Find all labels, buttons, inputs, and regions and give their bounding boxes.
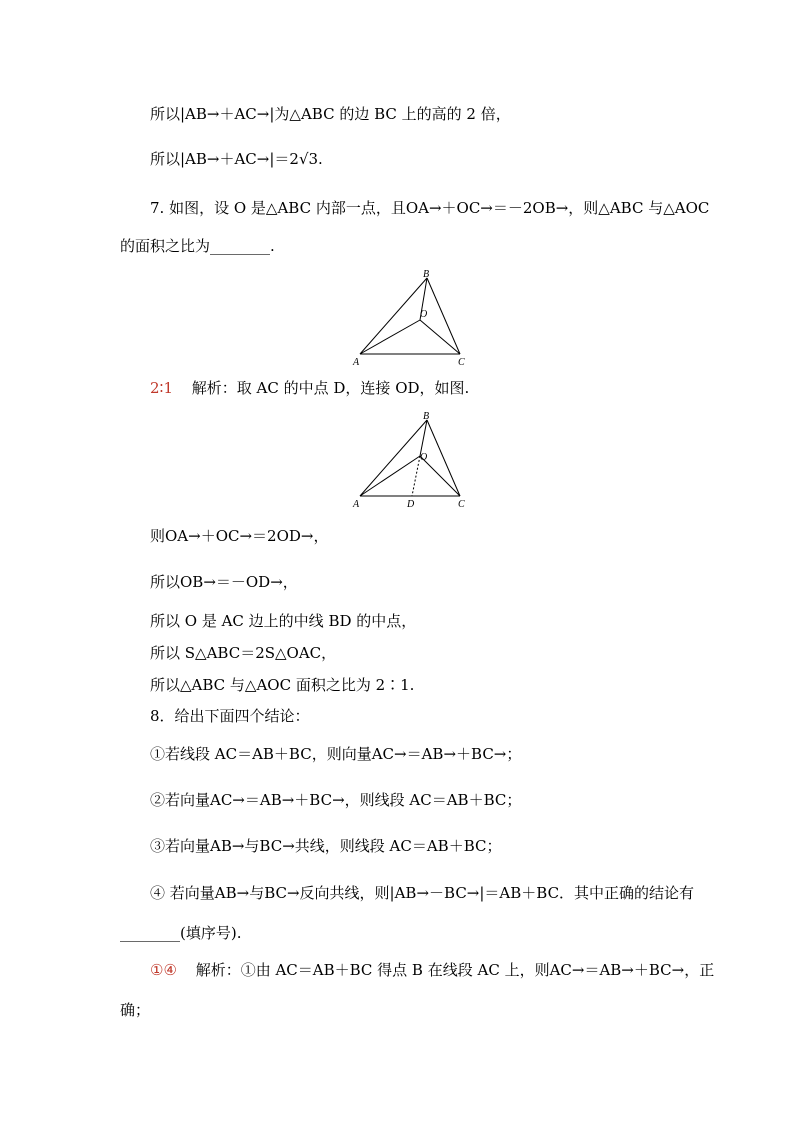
label-b: B	[423, 411, 430, 422]
text-line: 确；	[120, 1001, 151, 1019]
label-a: A	[353, 357, 360, 368]
statement-1: ①若线段 AC＝AB＋BC，则向量AC→＝AB→＋BC→；	[150, 745, 522, 763]
statement-2: ②若向量AC→＝AB→＋BC→，则线段 AC＝AB＋BC；	[150, 791, 522, 809]
edge-oc	[420, 320, 460, 354]
answer-line-8	[150, 960, 714, 980]
edge-ob	[420, 420, 427, 456]
question-8: 8．给出下面四个结论：	[150, 707, 310, 725]
edge-bc	[427, 420, 460, 496]
question-7: 7. 如图，设 O 是△ABC 内部一点，且OA→＋OC→＝－2OB→，则△ABC 与△AOC	[150, 199, 710, 217]
text-line: 所以|AB→＋AC→|为△ABC 的边 BC 上的高的 2 倍，	[150, 105, 511, 123]
explanation-7: 解析：取 AC 的中点 D，连接 OD，如图.	[191, 379, 470, 397]
answer-line-7	[150, 378, 469, 398]
text-line: 所以 O 是 AC 边上的中线 BD 的中点，	[150, 612, 417, 630]
label-c: C	[458, 357, 465, 368]
statement-4: ④ 若向量AB→与BC→反向共线，则|AB→－BC→|＝AB＋BC．其中正确的结论有	[150, 884, 695, 902]
question-7-blank: 的面积之比为________.	[120, 237, 275, 255]
text-line: 则OA→＋OC→＝2OD→，	[150, 527, 329, 545]
text-line: 所以 S△ABC＝2S△OAC，	[150, 644, 337, 662]
label-o: O	[420, 309, 428, 320]
label-o: O	[420, 452, 428, 463]
answer-8: ①④	[150, 961, 177, 979]
answer-7: 2∶1	[150, 379, 173, 397]
label-d: D	[407, 499, 415, 510]
triangle-figure-1	[350, 268, 470, 370]
question-8-blank: ________(填序号).	[120, 924, 242, 942]
edge-bc	[427, 278, 460, 354]
label-a: A	[353, 499, 360, 510]
text-line: 所以OB→＝－OD→，	[150, 573, 298, 591]
triangle-figure-2	[350, 410, 470, 512]
statement-3: ③若向量AB→与BC→共线，则线段 AC＝AB＋BC；	[150, 837, 502, 855]
explanation-8: 解析：①由 AC＝AB＋BC 得点 B 在线段 AC 上，则AC→＝AB→＋BC→，正	[195, 961, 715, 979]
label-b: B	[423, 269, 430, 280]
text-line: 所以|AB→＋AC→|＝2√3.	[150, 150, 323, 168]
median-od-dashed	[412, 456, 420, 496]
label-c: C	[458, 499, 465, 510]
text-line: 所以△ABC 与△AOC 面积之比为 2∶1.	[150, 676, 415, 694]
edge-oa	[360, 320, 420, 354]
edge-ab	[360, 278, 427, 354]
